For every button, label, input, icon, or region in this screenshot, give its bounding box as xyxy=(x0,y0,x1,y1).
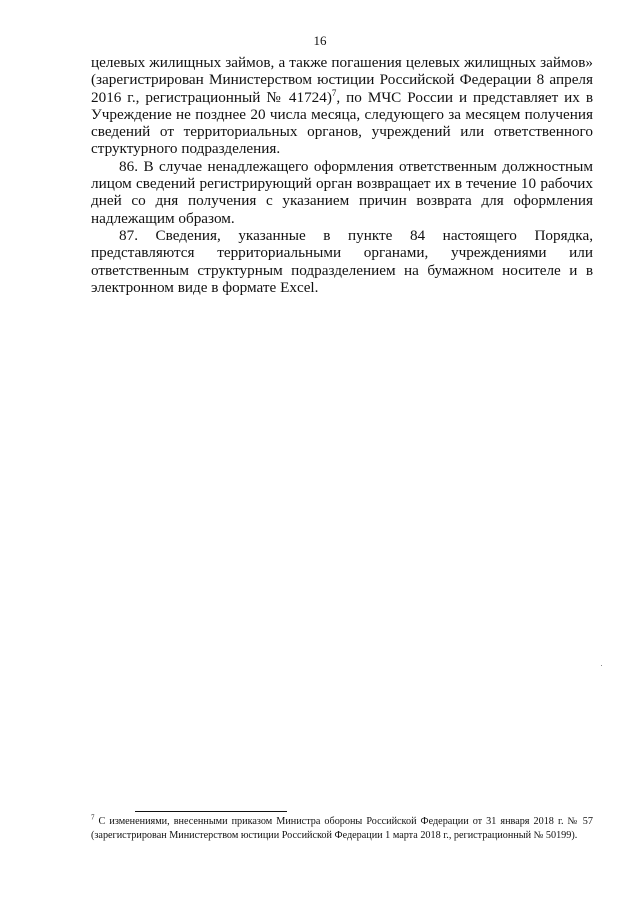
footnote-reference: 7 xyxy=(331,87,337,98)
paragraph-86: 86. В случае ненадлежащего оформления ответственным должностным лицом сведений регистрирующий орган возвращает их в течение 10 рабочих дней со дня получения с указанием причин возврата для оформления надлежащим образом. xyxy=(91,157,593,227)
page-number: 16 xyxy=(313,33,327,48)
body-text xyxy=(91,54,593,296)
paragraph-continuation-text: целевых жилищных займов, а также погашения целевых жилищных займов» (зарегистрирован Министерством юстиции Российской Федерации 8 апреля 2016 г., регистрационный № 41724) xyxy=(91,54,593,106)
footnote xyxy=(91,815,593,842)
paragraph-continuation xyxy=(91,54,593,158)
footnote-separator xyxy=(135,811,287,812)
footnote-marker: 7 xyxy=(91,813,95,822)
paragraph-continuation-tail: , по МЧС России и представляет их в Учреждение не позднее 20 числа месяца, следующего за месяцем получения сведений от территориальных органов, учреждений или ответственного структурного подразделения. xyxy=(91,88,594,158)
paragraph-87: 87. Сведения, указанные в пункте 84 настоящего Порядка, представляются территориальными органами, учреждениями или ответственным структурным подразделением на бумажном носителе и в электронном виде в формате Excel. xyxy=(91,226,593,296)
footnote-text: С изменениями, внесенными приказом Министра обороны Российской Федерации от 31 января 2018 г. № 57 (зарегистрирован Министерством юстиции Российской Федерации 1 марта 2018 г., регистрационный № 50199). xyxy=(91,816,593,841)
scan-artifact xyxy=(601,665,602,666)
